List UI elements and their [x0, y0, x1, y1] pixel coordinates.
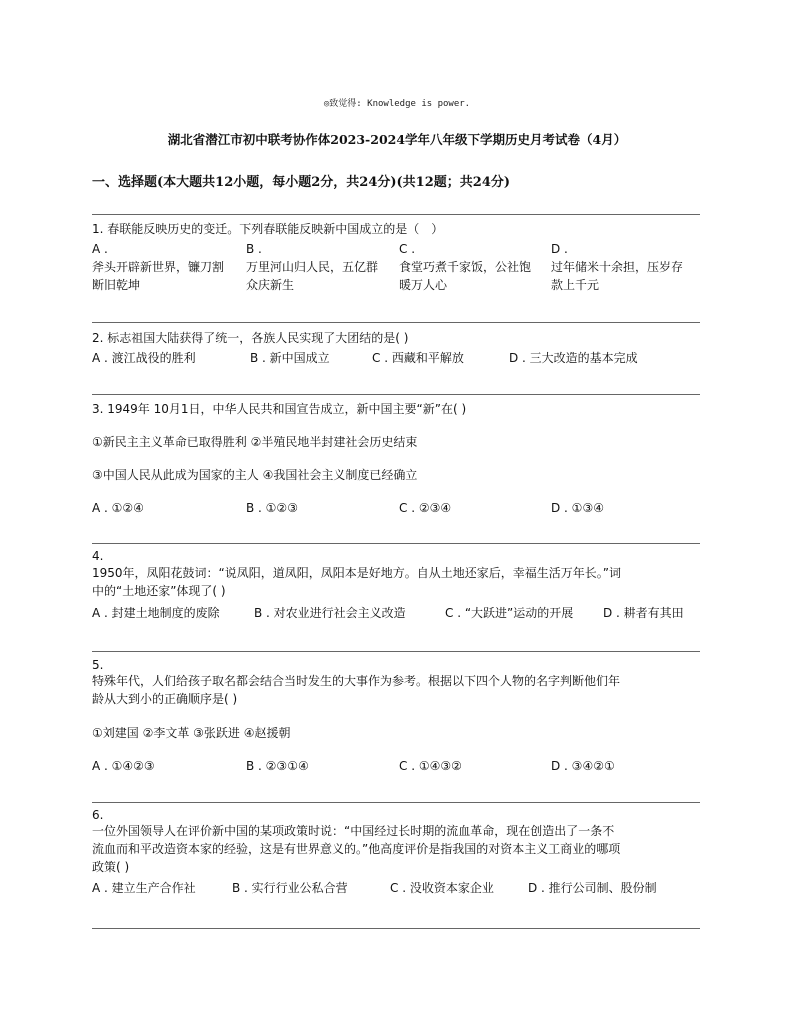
question-4-stem: 1950年，凤阳花鼓词：“说凤阳，道凤阳，凤阳本是好地方。自从土地还家后，幸福生活万年长。”词 — [92, 566, 621, 580]
divider — [92, 214, 700, 215]
question-5-number: 5. — [92, 658, 104, 672]
q2-option-d[interactable]: D . 三大改造的基本完成 — [509, 351, 638, 365]
question-6-stem: 一位外国领导人在评价新中国的某项政策时说：“中国经过长时期的流血革命，现在创造出了一条不 — [92, 824, 615, 838]
q2-option-c[interactable]: C . 西藏和平解放 — [372, 351, 464, 365]
q1-option-a-text-2: 断旧乾坤 — [92, 278, 141, 292]
q2-option-b[interactable]: B . 新中国成立 — [250, 351, 330, 365]
q3-statements-1: ①新民主主义革命已取得胜利 ②半殖民地半封建社会历史结束 — [92, 435, 418, 449]
divider — [92, 928, 700, 929]
q1-option-a-text: 斧头开辟新世界，镰刀割 — [92, 260, 225, 274]
question-6-stem-3: 政策( ) — [92, 860, 130, 874]
divider — [92, 651, 700, 652]
q6-option-a[interactable]: A . 建立生产合作社 — [92, 881, 196, 895]
q1-option-b-text-2: 众庆新生 — [246, 278, 295, 292]
q4-option-a[interactable]: A . 封建土地制度的废除 — [92, 606, 220, 620]
q1-option-b-label[interactable]: B . — [246, 242, 262, 256]
question-5-stem-2: 龄从大到小的正确顺序是( ) — [92, 692, 238, 706]
section-heading: 一、选择题(本大题共12小题，每小题2分，共24分)(共12题；共24分) — [92, 175, 511, 190]
q3-option-a[interactable]: A . ①②④ — [92, 501, 144, 515]
q5-option-a[interactable]: A . ①④②③ — [92, 759, 155, 773]
divider — [92, 802, 700, 803]
q5-option-c[interactable]: C . ①④③② — [399, 759, 462, 773]
q6-option-d[interactable]: D . 推行公司制、股份制 — [528, 881, 657, 895]
question-6-number: 6. — [92, 808, 104, 822]
q4-option-b[interactable]: B . 对农业进行社会主义改造 — [254, 606, 406, 620]
q4-option-d[interactable]: D . 耕者有其田 — [603, 606, 684, 620]
q1-option-c-text: 食堂巧煮千家饭，公社饱 — [399, 260, 532, 274]
q3-statements-2: ③中国人民从此成为国家的主人 ④我国社会主义制度已经确立 — [92, 468, 418, 482]
q4-option-c[interactable]: C . “大跃进”运动的开展 — [445, 606, 574, 620]
exam-title: 湖北省潜江市初中联考协作体2023-2024学年八年级下学期历史月考试卷（4月） — [167, 132, 627, 147]
question-5-stem: 特殊年代，人们给孩子取名都会结合当时发生的大事作为参考。根据以下四个人物的名字判断他们年 — [92, 674, 621, 688]
q5-option-b[interactable]: B . ②③①④ — [246, 759, 309, 773]
q6-option-c[interactable]: C . 没收资本家企业 — [390, 881, 494, 895]
question-2-stem: 2. 标志祖国大陆获得了统一，各族人民实现了大团结的是( ) — [92, 331, 409, 345]
question-3-stem: 3. 1949年 10月1日，中华人民共和国宣告成立，新中国主要“新”在( ) — [92, 402, 467, 416]
q2-option-a[interactable]: A . 渡江战役的胜利 — [92, 351, 196, 365]
q1-option-d-label[interactable]: D . — [551, 242, 568, 256]
q1-option-b-text: 万里河山归人民，五亿群 — [246, 260, 379, 274]
q3-option-d[interactable]: D . ①③④ — [551, 501, 604, 515]
q3-option-b[interactable]: B . ①②③ — [246, 501, 298, 515]
divider — [92, 394, 700, 395]
header-motto: ◎致觉得: Knowledge is power. — [323, 99, 471, 109]
q1-option-a-label[interactable]: A . — [92, 242, 108, 256]
q5-names: ①刘建国 ②李文革 ③张跃进 ④赵援朝 — [92, 726, 291, 740]
q1-option-c-text-2: 暖万人心 — [399, 278, 448, 292]
question-4-number: 4. — [92, 549, 104, 563]
q5-option-d[interactable]: D . ③④②① — [551, 759, 615, 773]
q1-option-c-label[interactable]: C . — [399, 242, 416, 256]
divider — [92, 322, 700, 323]
q3-option-c[interactable]: C . ②③④ — [399, 501, 452, 515]
q1-option-d-text-2: 款上千元 — [551, 278, 600, 292]
q6-option-b[interactable]: B . 实行行业公私合营 — [232, 881, 348, 895]
question-1-stem: 1. 春联能反映历史的变迁。下列春联能反映新中国成立的是（ ） — [92, 222, 444, 236]
divider — [92, 543, 700, 544]
question-6-stem-2: 流血而和平改造资本家的经验，这是有世界意义的。”他高度评价是指我国的对资本主义工商业的哪项 — [92, 842, 621, 856]
q1-option-d-text: 过年储米十余担，压岁存 — [551, 260, 684, 274]
question-4-stem-2: 中的“土地还家”体现了( ) — [92, 584, 226, 598]
